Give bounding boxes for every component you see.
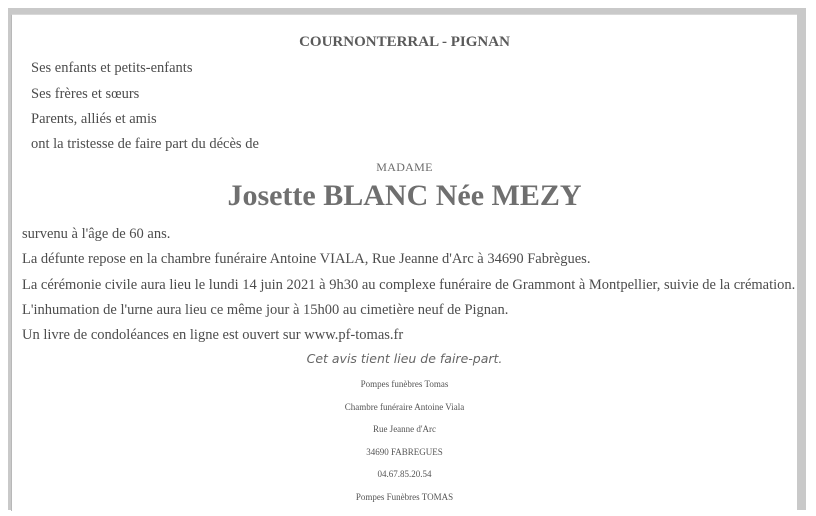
- family-line: Parents, alliés et amis: [31, 111, 157, 127]
- obituary-notice: [11, 14, 797, 511]
- family-line: Ses frères et sœurs: [31, 86, 140, 102]
- funeral-signature: Pompes Funèbres TOMAS: [355, 492, 454, 502]
- notice-text-line: La défunte repose en la chambre funéraire Antoine VIALA, Rue Jeanne d'Arc à 34690 Fabrègues.: [22, 251, 591, 267]
- civility: MADAME: [376, 160, 433, 174]
- notice-location: COURNONTERRAL - PIGNAN: [299, 34, 510, 50]
- funeral-city: 34690 FABREGUES: [366, 447, 443, 457]
- funeral-phone: 04.67.85.20.54: [377, 469, 432, 479]
- notice-text-line: survenu à l'âge de 60 ans.: [22, 226, 171, 242]
- funeral-home-name: Pompes funèbres Tomas: [360, 379, 449, 389]
- notice-text-line: Un livre de condoléances en ligne est ouvert sur www.pf-tomas.fr: [22, 327, 404, 343]
- funeral-street: Rue Jeanne d'Arc: [372, 424, 437, 434]
- notice-note: Cet avis tient lieu de faire-part.: [306, 351, 503, 366]
- notice-text-line: La cérémonie civile aura lieu le lundi 14 juin 2021 à 9h30 au complexe funéraire de Grammont à Montpellier, suivie de la crémation.: [22, 277, 796, 293]
- deceased-name: Josette BLANC Née MEZY: [227, 179, 582, 212]
- family-line: ont la tristesse de faire part du décès de: [31, 136, 259, 152]
- notice-frame: [8, 8, 806, 510]
- funeral-chamber-name: Chambre funéraire Antoine Viala: [344, 402, 465, 412]
- notice-text-line: L'inhumation de l'urne aura lieu ce même jour à 15h00 au cimetière neuf de Pignan.: [22, 302, 509, 318]
- family-line: Ses enfants et petits-enfants: [31, 60, 193, 76]
